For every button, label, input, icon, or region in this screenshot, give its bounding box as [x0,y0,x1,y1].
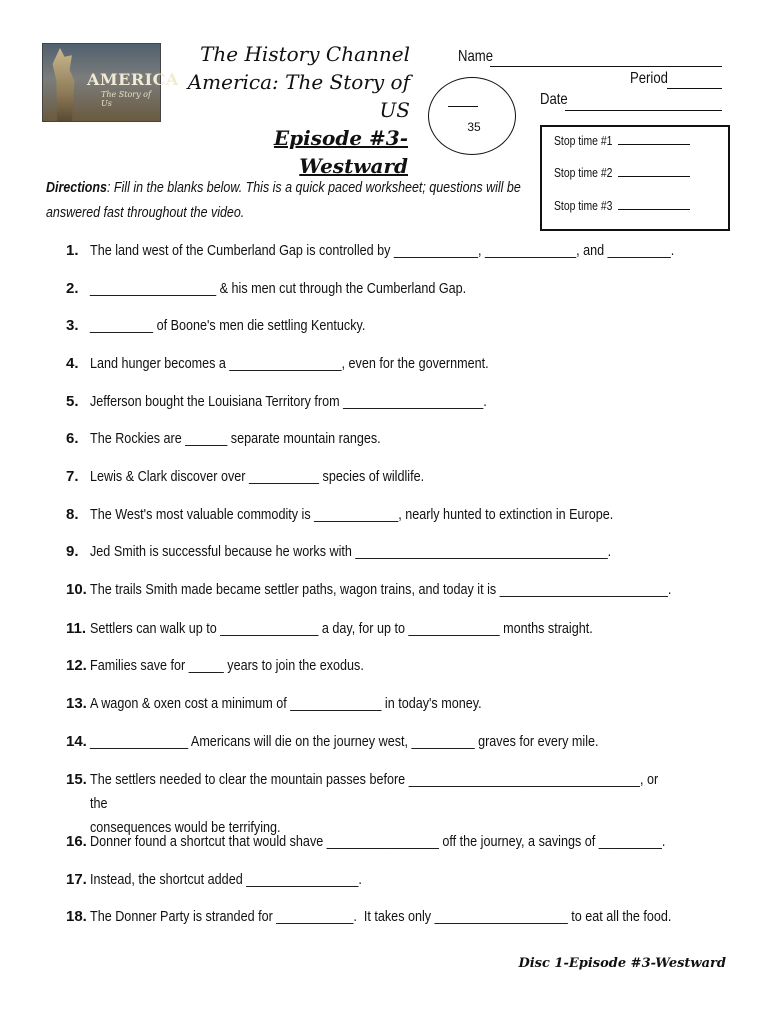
score-circle [428,77,516,155]
stop-time-2 [554,165,627,180]
directions [46,176,536,226]
question-text[interactable]: The Donner Party is stranded for ___________. It takes only ___________________ to eat all the food. [90,908,672,925]
question-text[interactable]: Donner found a shortcut that would shave ________________ off the journey, a savings of _________. [90,833,666,850]
question-text[interactable]: A wagon & oxen cost a minimum of _____________ in today's money. [90,695,482,712]
question-number: 11. [66,620,87,637]
question-number: 18. [66,908,87,925]
question-number: 3. [66,317,79,334]
stop-time-1 [554,133,627,148]
question-text[interactable]: The trails Smith made became settler paths, wagon trains, and today it is ________________________. [90,581,672,598]
stop-time-3-blank[interactable] [618,209,690,210]
question-number: 2. [66,280,79,297]
question-text[interactable]: Jed Smith is successful because he works with ____________________________________. [90,543,612,560]
series-name: America: The Story of US [187,70,410,122]
name-input-line[interactable] [490,50,722,67]
question-text[interactable]: The West's most valuable commodity is ____________, nearly hunted to extinction in Europe. [90,506,614,523]
period-input-line[interactable] [667,72,722,89]
stop-time-2-label: Stop time #2 [554,165,613,180]
name-label: Name [458,48,494,65]
worksheet-title [170,40,420,180]
question-number: 12. [66,657,87,674]
question-text[interactable]: The land west of the Cumberland Gap is controlled by ____________, _____________, and _________. [90,242,675,259]
question-number: 8. [66,506,79,523]
question-text[interactable]: The settlers needed to clear the mountain passes before _________________________________, or the consequences would be terrifying. [90,771,659,836]
stop-time-3-label: Stop time #3 [554,198,613,213]
question-text[interactable]: Families save for _____ years to join the exodus. [90,657,364,674]
question-number: 15. [66,771,87,788]
question-text[interactable]: __________________ & his men cut through the Cumberland Gap. [90,280,467,297]
question-number: 5. [66,393,79,410]
question-number: 10. [66,581,87,598]
question-number: 4. [66,355,79,372]
question-number: 14. [66,733,87,750]
stop-time-1-label: Stop time #1 [554,133,613,148]
statue-of-liberty-graphic [51,48,81,121]
question-number: 7. [66,468,79,485]
directions-label: Directions [46,180,107,196]
footer-episode-label: Disc 1-Episode #3-Westward [518,956,726,971]
question-number: 6. [66,430,79,447]
stop-time-3 [554,198,627,213]
question-text[interactable]: _________ of Boone's men die settling Kentucky. [90,317,366,334]
question-number: 13. [66,695,87,712]
stop-time-box [540,125,730,231]
question-text[interactable]: The Rockies are ______ separate mountain ranges. [90,430,381,447]
question-number: 17. [66,871,87,888]
episode-title: Episode #3-Westward [273,126,408,178]
score-total: 35 [467,120,481,134]
question-text[interactable]: Jefferson bought the Louisiana Territory from ____________________. [90,393,487,410]
logo-title: AMERICA [87,70,179,89]
stop-time-1-blank[interactable] [618,144,690,145]
score-blank[interactable] [448,106,478,107]
period-label: Period [630,70,668,87]
logo-subtitle: The Story of Us [101,90,151,108]
date-label: Date [540,91,568,108]
question-number: 9. [66,543,79,560]
america-logo-image [42,43,179,122]
question-text[interactable]: ______________ Americans will die on the journey west, _________ graves for every mile. [90,733,599,750]
stop-time-2-blank[interactable] [618,176,690,177]
date-input-line[interactable] [565,94,722,111]
question-text[interactable]: Instead, the shortcut added ________________. [90,871,362,888]
question-text[interactable]: Settlers can walk up to ______________ a day, for up to _____________ months straight. [90,620,593,637]
question-text[interactable]: Lewis & Clark discover over __________ species of wildlife. [90,468,425,485]
question-text[interactable]: Land hunger becomes a ________________, even for the government. [90,355,489,372]
question-number: 1. [66,242,79,259]
question-number: 16. [66,833,87,850]
channel-name: The History Channel [200,42,410,66]
directions-text: : Fill in the blanks below. This is a quick paced worksheet; questions will be answered fast throughout the video. [46,180,521,221]
